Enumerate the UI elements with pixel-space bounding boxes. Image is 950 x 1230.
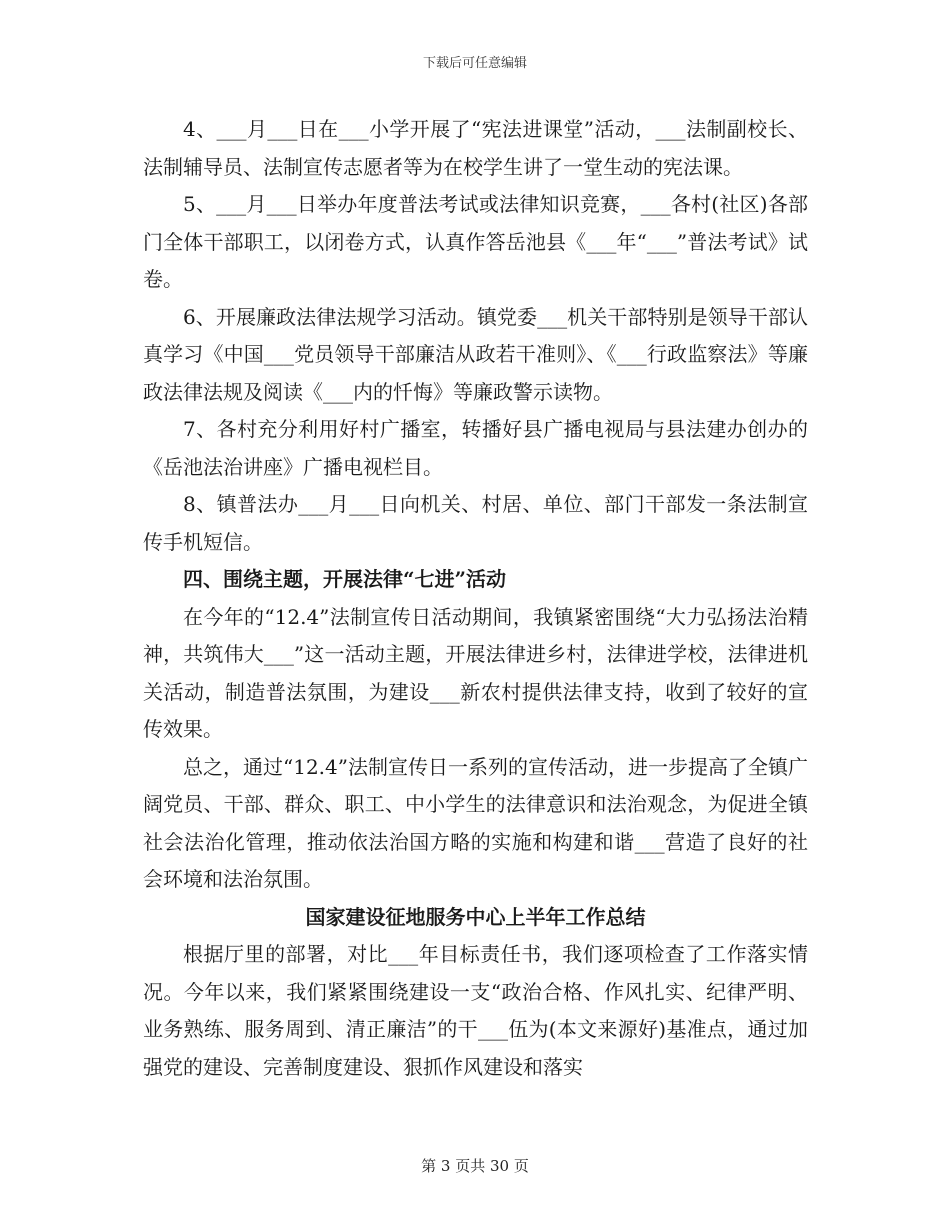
page-number: 第 3 页共 30 页 bbox=[421, 1157, 529, 1175]
paragraph-intro: 根据厅里的部署，对比___年目标责任书，我们逐项检查了工作落实情况。今年以来，我们紧紧围绕建设一支“政治合格、作风扎实、纪律严明、业务熟练、服务周到、清正廉洁”的干___伍为(本文来源好)基准点，通过加强党的建设、完善制度建设、狠抓作风建设和落实 bbox=[143, 942, 808, 1079]
paragraph-item-7: 7、各村充分利用好村广播室，转播好县广播电视局与县法建办创办的《岳池法治讲座》广播电视栏目。 bbox=[143, 417, 808, 479]
paragraph-activity-period: 在今年的“12.4”法制宣传日活动期间，我镇紧密围绕“大力弘扬法治精神，共筑伟大___”这一活动主题，开展法律进乡村，法律进学校，法律进机关活动，制造普法氛围，为建设___新农村提供法律支持，收到了较好的宣传效果。 bbox=[143, 604, 808, 741]
paragraph-item-6: 6、开展廉政法律法规学习活动。镇党委___机关干部特别是领导干部认真学习《中国___党员领导干部廉洁从政若干准则》、《___行政监察法》等廉政法律法规及阅读《___内的忏悔》等廉政警示读物。 bbox=[143, 304, 808, 404]
paragraph-item-4: 4、___月___日在___小学开展了“宪法进课堂”活动，___法制副校长、法制辅导员、法制宣传志愿者等为在校学生讲了一堂生动的宪法课。 bbox=[143, 117, 808, 179]
paragraph-item-5: 5、___月___日举办年度普法考试或法律知识竞赛，___各村(社区)各部门全体干部职工，以闭卷方式，认真作答岳池县《___年“___”普法考试》试卷。 bbox=[143, 192, 808, 291]
paragraph-item-8: 8、镇普法办___月___日向机关、村居、单位、部门干部发一条法制宣传手机短信。 bbox=[143, 492, 808, 554]
paragraph-summary: 总之，通过“12.4”法制宣传日一系列的宣传活动，进一步提高了全镇广阔党员、干部、群众、职工、中小学生的法律意识和法治观念，为促进全镇社会法治化管理，推动依法治国方略的实施和构建和谐___营造了良好的社会环境和法治氛围。 bbox=[143, 754, 808, 891]
section-heading-4: 四、围绕主题，开展法律“七进”活动 bbox=[183, 567, 507, 591]
page-header: 下载后可任意编辑 bbox=[422, 56, 527, 71]
document-body bbox=[143, 111, 808, 1086]
document-title: 国家建设征地服务中心上半年工作总结 bbox=[305, 904, 646, 929]
